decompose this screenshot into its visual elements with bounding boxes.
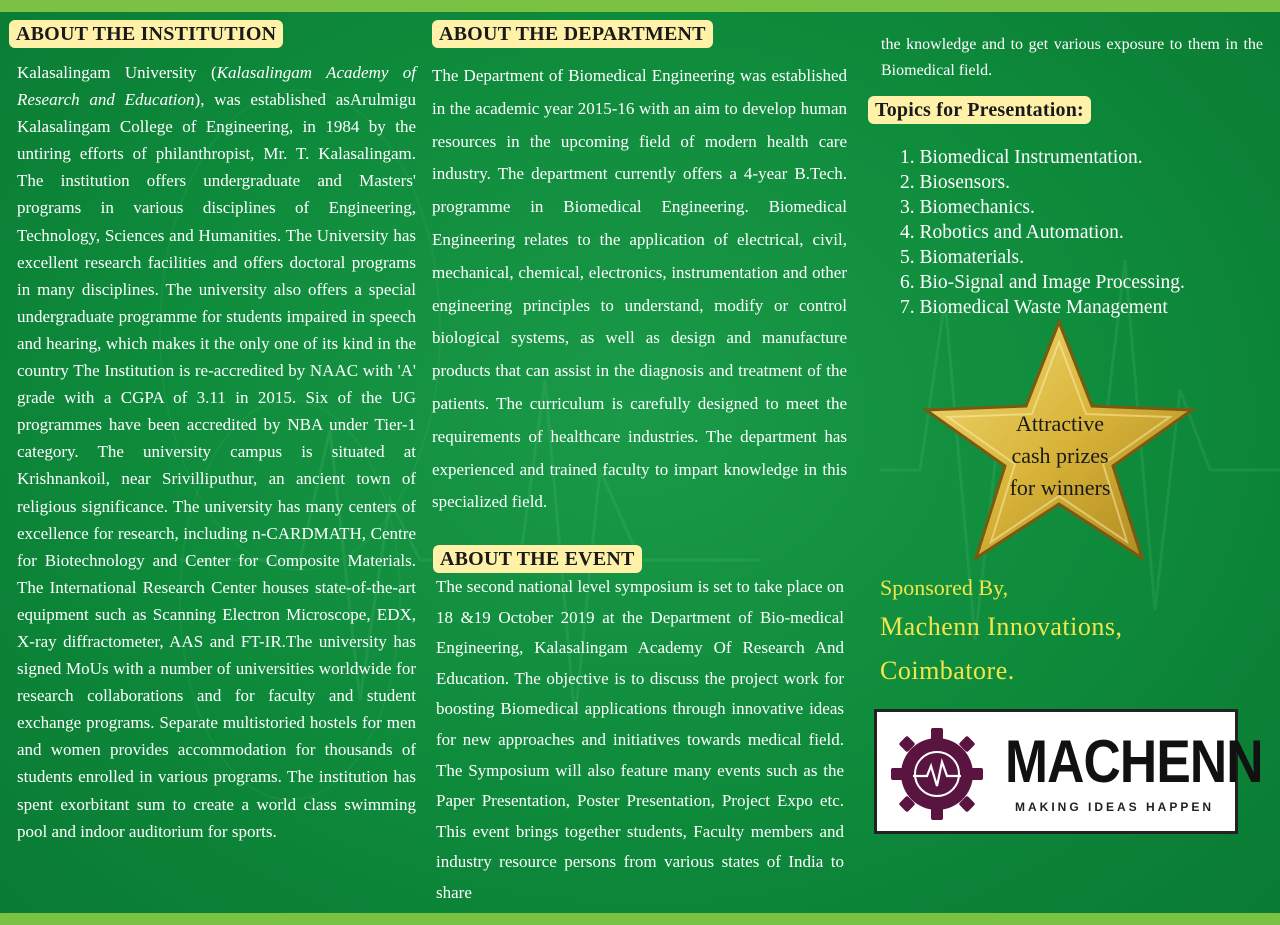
topics-list: [900, 145, 1185, 320]
gear-logo-icon: [887, 722, 987, 822]
prize-line-3: for winners: [1009, 475, 1111, 500]
sponsor-name: Machenn Innovations,: [880, 612, 1123, 641]
prize-line-1: Attractive: [1016, 411, 1104, 436]
prize-line-2: cash prizes: [1011, 443, 1109, 468]
sponsor-city: Coimbatore.: [880, 656, 1015, 685]
institution-text-intro: Kalasalingam University (: [17, 63, 217, 82]
institution-full-name: Kalasalingam Academy of Research and Education: [17, 63, 416, 110]
top-band: [0, 0, 1280, 12]
topic-item: 6. Bio-Signal and Image Processing.: [900, 272, 1185, 293]
department-text: [432, 60, 847, 519]
institution-text-body: ), was established asArulmigu Kalasalingam College of Engineering, in 1984 by the untiring efforts of philanthropist, Mr. T. Kalasalingam. The institution offers undergraduate and Masters' programs in various disciplines of Engineering, Technology, Sciences and Humanities. The University has excellent research facilities and offers doctoral programs in many disciplines. The university also offers a special undergraduate programme for students impaired in speech and hearing, which makes it the only one of its kind in the country The Institution is re-accredited by NAAC with 'A' grade with a CGPA of 3.11 in 2015. Six of the UG programmes have been accredited by NBA under Tier-1 category. The university campus is situated at Krishnankoil, near Srivilliputhur, an ancient town of religious significance. The university has many centers of excellence for research, including n-CARDMATH, Centre for Biotechnology and Center for Composite Materials. The International Research Center houses state-of-the-art equipment such as Scanning Electron Microscope, EDX, X-ray diffractometer, AAS and FT-IR.The university has signed MoUs with a number of universities worldwide for research collaborations and for faculty and student exchange programs. Separate multistoried hostels for men and women provides accommodation for thousands of students enrolled in various programs. The institution has spent exorbitant sum to create a world class swimming pool and indoor auditorium for sports.: [17, 90, 417, 841]
topic-item: 7. Biomedical Waste Management: [900, 297, 1168, 318]
topic-item: 5. Biomaterials.: [900, 247, 1025, 268]
institution-heading: ABOUT THE INSTITUTION: [9, 20, 283, 48]
event-paragraph: The second national level symposium is set to take place on 18 &19 October 2019 at the Department of Bio-medical Engineering, Kalasalingam Academy Of Research And Education. The objective is to discuss the project work for boosting Biomedical applications through innovative ideas for new approaches and initiatives towards medical field. The Symposium will also feature many events such as the Paper Presentation, Poster Presentation, Project Expo etc. This event brings together students, Faculty members and industry resource persons from various states of India to share: [436, 577, 844, 902]
logo-tagline: MAKING IDEAS HAPPEN: [1015, 800, 1215, 814]
event-text: [436, 572, 844, 909]
event-paragraph-continued: the knowledge and to get various exposure to them in the Biomedical field.: [881, 36, 1263, 79]
topic-item: 4. Robotics and Automation.: [900, 222, 1124, 243]
logo-wordmark: MACHENN: [1005, 728, 1263, 795]
bottom-band: [0, 913, 1280, 925]
sponsor-logo: [874, 709, 1263, 834]
topic-item: 3. Biomechanics.: [900, 197, 1035, 218]
topics-heading: Topics for Presentation:: [868, 96, 1091, 124]
prize-text: [980, 408, 1140, 504]
event-heading: ABOUT THE EVENT: [433, 545, 642, 573]
institution-text: [17, 59, 416, 845]
topic-item: 2. Biosensors.: [900, 172, 1010, 193]
topic-item: 1. Biomedical Instrumentation.: [900, 147, 1143, 168]
department-paragraph: The Department of Biomedical Engineering was established in the academic year 2015-16 with an aim to develop human resources in the upcoming field of modern health care industry. The department currently offers a 4-year B.Tech. programme in Biomedical Engineering. Biomedical Engineering relates to the application of electrical, civil, mechanical, chemical, electronics, instrumentation and other engineering principles to understand, modify or control biological systems, as well as design and manufacture products that can assist in the diagnosis and treatment of the patients. The curriculum is carefully designed to meet the requirements of healthcare industries. The department has experienced and trained faculty to impart knowledge in this specialized field.: [432, 66, 847, 512]
event-text-continued: [881, 32, 1263, 84]
sponsor-intro: Sponsored By,: [880, 575, 1009, 600]
department-heading: ABOUT THE DEPARTMENT: [432, 20, 713, 48]
